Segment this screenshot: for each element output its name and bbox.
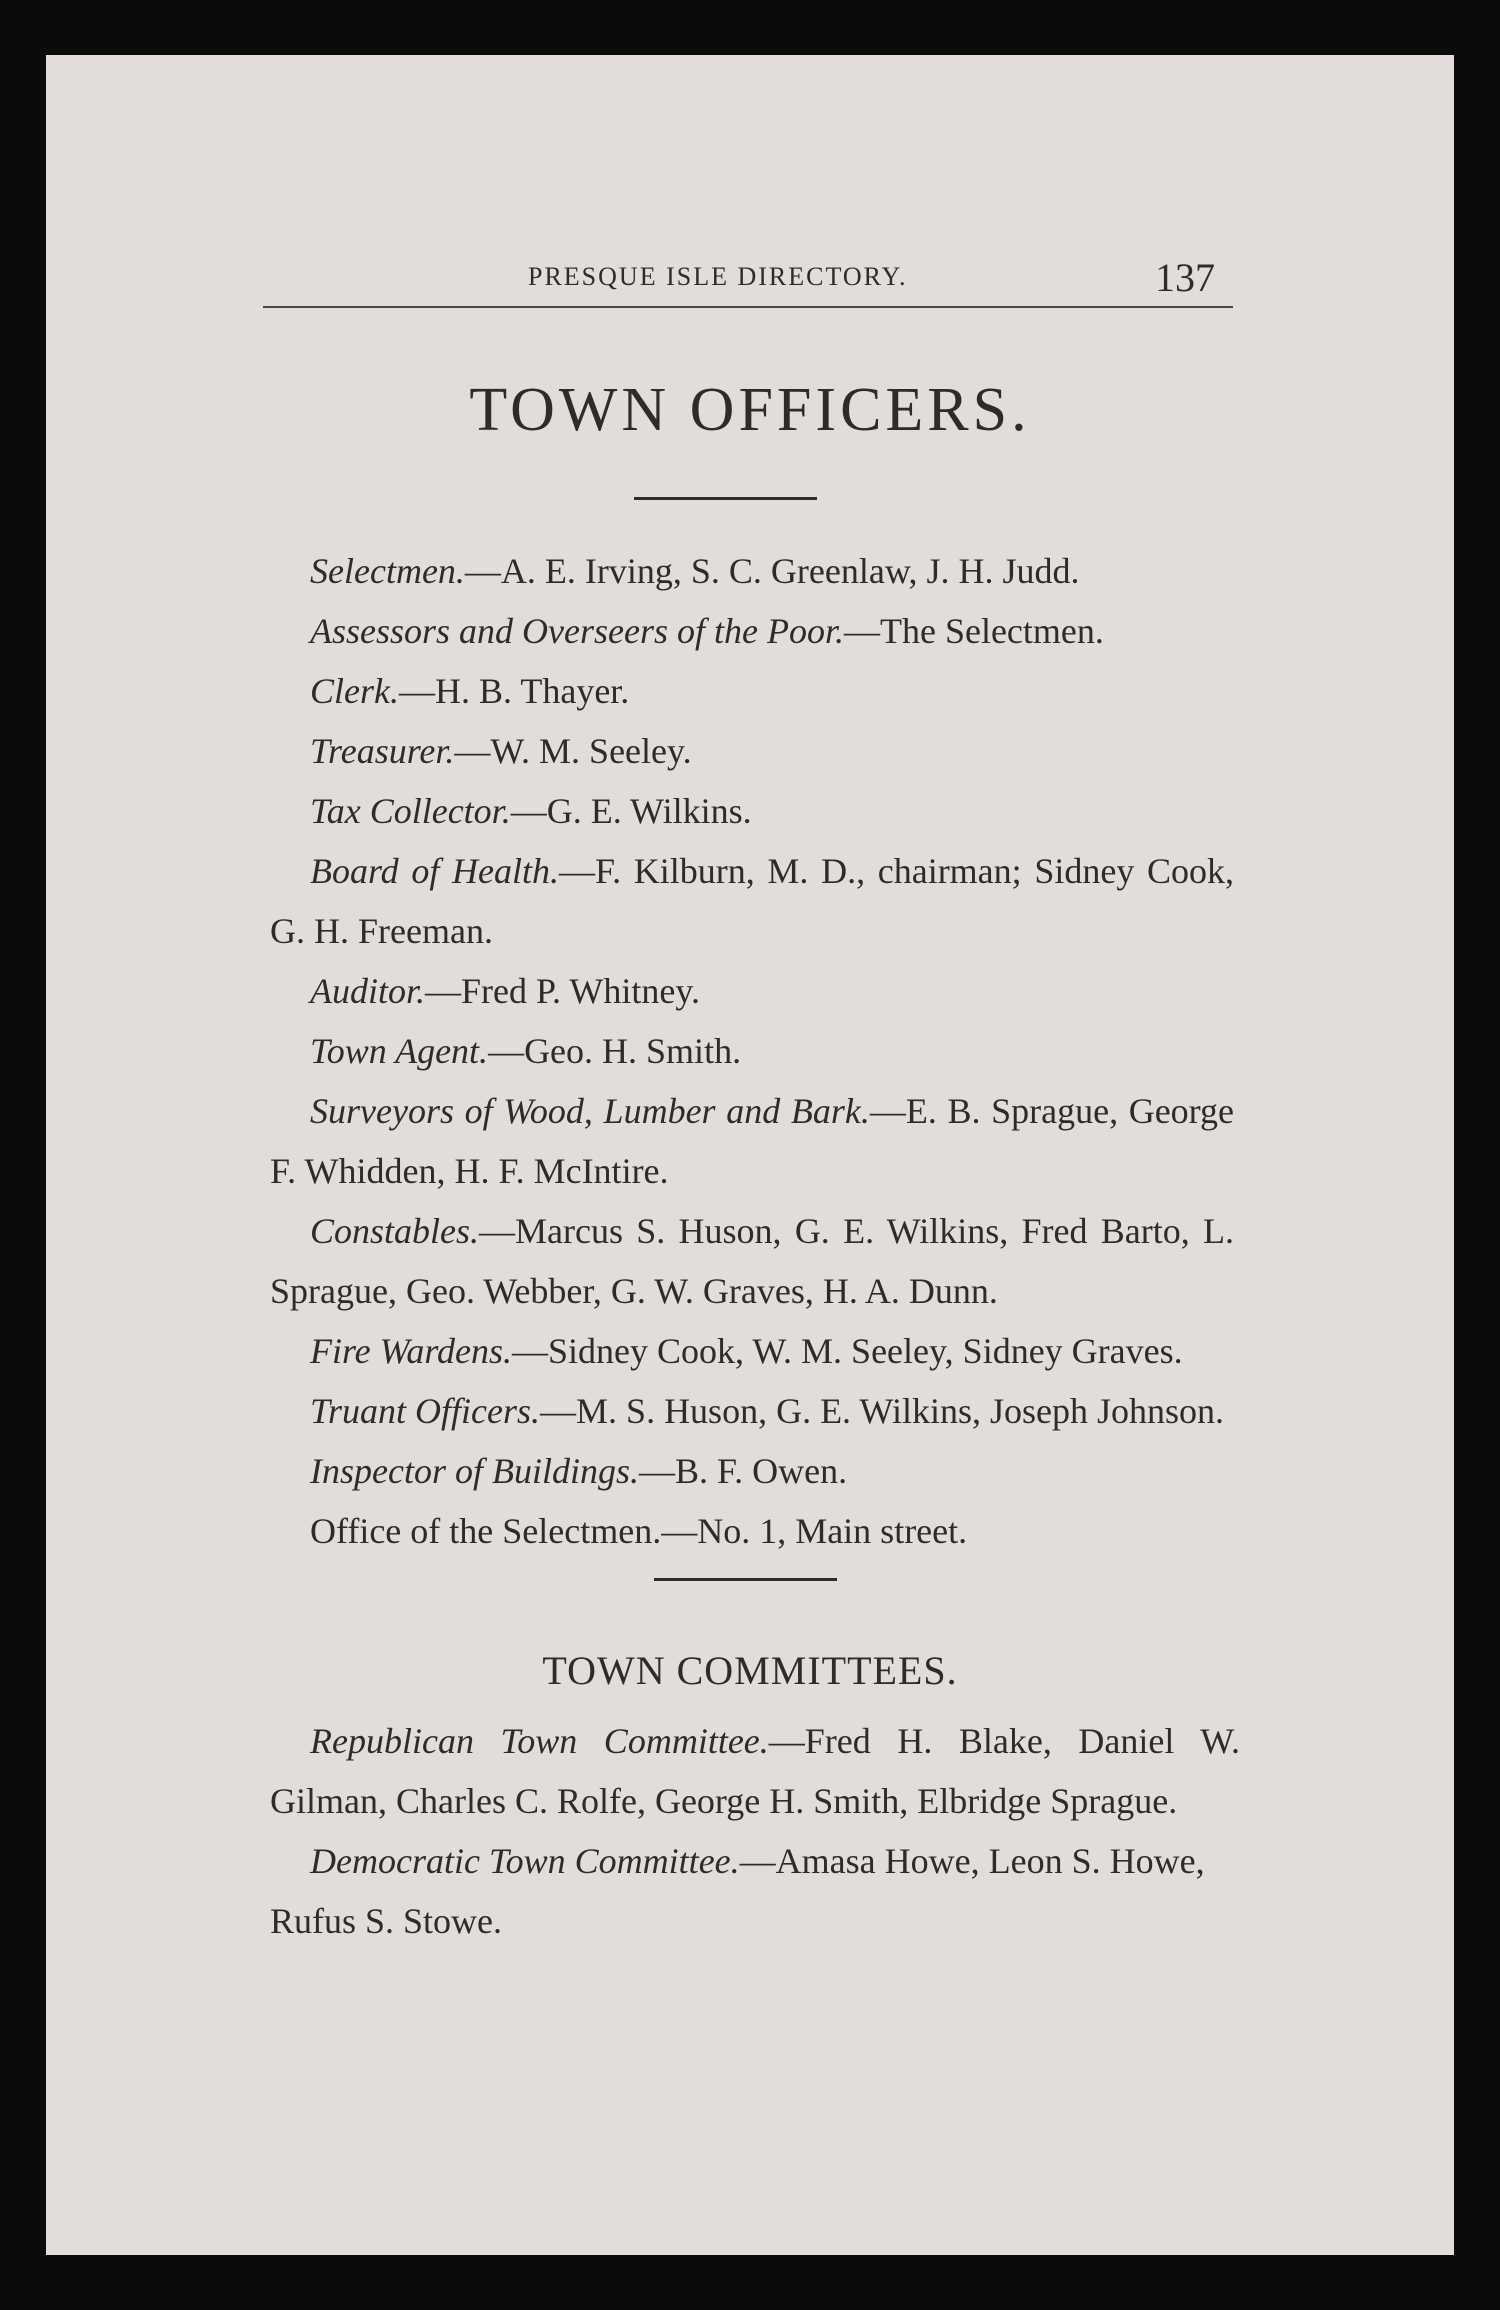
officer-entry bbox=[270, 721, 1234, 781]
committee-label: Republican Town Committee. bbox=[310, 1721, 769, 1761]
officer-label: Truant Officers. bbox=[310, 1391, 541, 1431]
officer-names: —Marcus S. Huson, G. E. Wilkins, Fred Barto, L. Sprague, Geo. Webber, G. W. Graves, H. A. Dunn. bbox=[270, 1211, 1234, 1311]
officer-label: Inspector of Buildings. bbox=[310, 1451, 639, 1491]
officer-label: Tax Collector. bbox=[310, 791, 511, 831]
officer-names: —B. F. Owen. bbox=[638, 1451, 848, 1491]
officer-entry bbox=[270, 661, 1234, 721]
committees-list bbox=[270, 1711, 1240, 1951]
officer-label: Clerk. bbox=[310, 671, 399, 711]
officer-entry bbox=[270, 961, 1234, 1021]
officer-label: Constables. bbox=[310, 1211, 480, 1251]
committee-entry bbox=[270, 1711, 1240, 1831]
officer-entry bbox=[270, 781, 1234, 841]
section-divider bbox=[654, 1578, 837, 1581]
officer-label: Town Agent. bbox=[310, 1031, 489, 1071]
officer-names: —W. M. Seeley. bbox=[454, 731, 692, 771]
committee-entry bbox=[270, 1831, 1240, 1951]
officer-label: Fire Wardens. bbox=[310, 1331, 512, 1371]
officer-names: —The Selectmen. bbox=[843, 611, 1104, 651]
officer-names: —Fred P. Whitney. bbox=[425, 971, 701, 1011]
officer-names: —A. E. Irving, S. C. Greenlaw, J. H. Judd. bbox=[464, 551, 1080, 591]
officer-entry bbox=[270, 1381, 1234, 1441]
officer-label: Auditor. bbox=[310, 971, 426, 1011]
officer-label: Treasurer. bbox=[310, 731, 455, 771]
officer-names: —M. S. Huson, G. E. Wilkins, Joseph Johnson. bbox=[540, 1391, 1224, 1431]
committee-label: Democratic Town Committee. bbox=[310, 1841, 740, 1881]
committee-members: —Amasa Howe, Leon S. Howe, Rufus S. Stowe. bbox=[270, 1841, 1205, 1941]
book-page bbox=[46, 55, 1454, 2255]
officer-names: —E. B. Sprague, George F. Whidden, H. F. McIntire. bbox=[270, 1091, 1234, 1191]
officer-names: —G. E. Wilkins. bbox=[510, 791, 752, 831]
officer-entry bbox=[270, 1021, 1234, 1081]
officer-names: —Sidney Cook, W. M. Seeley, Sidney Graves. bbox=[512, 1331, 1183, 1371]
officer-label: Selectmen. bbox=[310, 551, 465, 591]
officer-names: —Geo. H. Smith. bbox=[488, 1031, 742, 1071]
officer-label: Surveyors of Wood, Lumber and Bark. bbox=[310, 1091, 870, 1131]
officer-entry bbox=[270, 1201, 1234, 1321]
page-number: 137 bbox=[1155, 255, 1215, 300]
officer-entry bbox=[270, 601, 1234, 661]
officer-label: Assessors and Overseers of the Poor. bbox=[310, 611, 844, 651]
officer-entry bbox=[270, 841, 1234, 961]
officer-names: —H. B. Thayer. bbox=[398, 671, 630, 711]
officers-list bbox=[270, 541, 1234, 1561]
office-note: Office of the Selectmen.—No. 1, Main street. bbox=[310, 1511, 968, 1551]
officer-label: Board of Health. bbox=[310, 851, 559, 891]
committee-members: —Fred H. Blake, Daniel W. Gilman, Charles C. Rolfe, George H. Smith, Elbridge Sprague. bbox=[270, 1721, 1240, 1821]
officer-entry bbox=[270, 1321, 1234, 1381]
officer-entry bbox=[270, 541, 1234, 601]
page-title: TOWN OFFICERS. bbox=[469, 376, 1031, 444]
officer-names: —F. Kilburn, M. D., chairman; Sidney Cook, G. H. Freeman. bbox=[270, 851, 1234, 951]
running-head bbox=[263, 256, 1233, 308]
title-divider bbox=[634, 497, 817, 500]
running-title: PRESQUE ISLE DIRECTORY. bbox=[528, 262, 908, 291]
officer-entry bbox=[270, 1441, 1234, 1501]
officer-entry bbox=[270, 1081, 1234, 1201]
committees-title: TOWN COMMITTEES. bbox=[542, 1648, 958, 1693]
